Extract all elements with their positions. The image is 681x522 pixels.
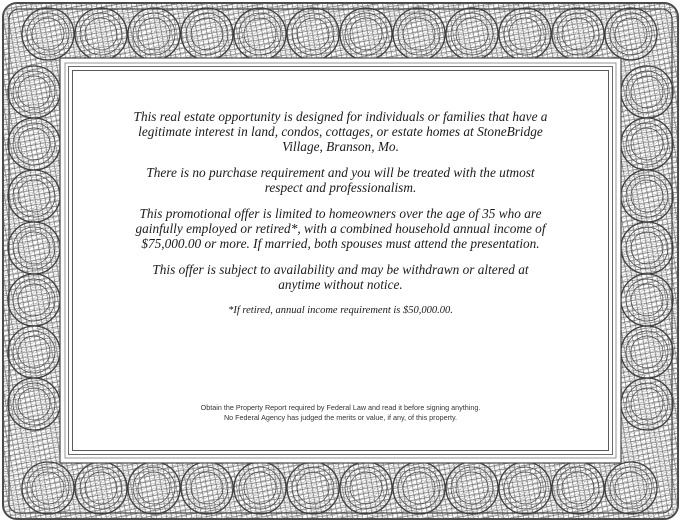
paragraph-no-purchase: There is no purchase requirement and you will be treated with the utmost respect and professionalism.	[146, 165, 535, 195]
paragraph-income-requirement: This promotional offer is limited to homeowners over the age of 35 who are gainfully employed or retired*, with a combined household annual income of $75,000.00 or more. If married, both spouses must attend the presentation.	[135, 206, 546, 251]
retired-footnote: *If retired, annual income requirement is $50,000.00.	[228, 305, 453, 316]
paragraph-availability: This offer is subject to availability and may be withdrawn or altered at anytime without notice.	[152, 262, 529, 292]
disclaimer-line-2: No Federal Agency has judged the merits or value, if any, of this property.	[223, 413, 458, 422]
paragraph-eligibility: This real estate opportunity is designed for individuals or families that have a legitimate interest in land, condos, cottages, or estate homes at StoneBridge Village, Branson, Mo.	[133, 109, 548, 154]
offer-terms	[73, 109, 608, 317]
federal-disclaimer	[73, 403, 608, 423]
content-panel	[72, 70, 609, 451]
disclaimer-line-1: Obtain the Property Report required by Federal Law and read it before signing anything.	[200, 403, 481, 412]
